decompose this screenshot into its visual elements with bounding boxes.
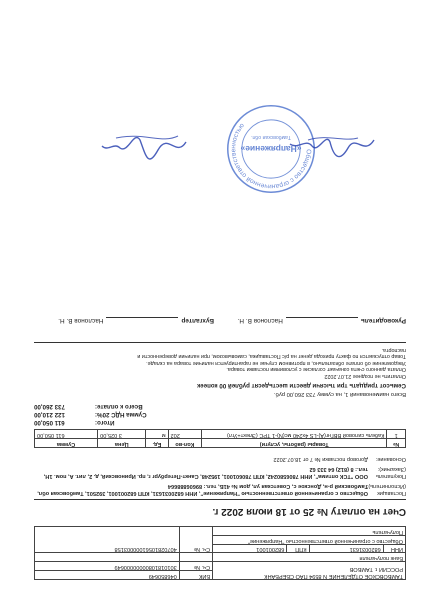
title-divider: [34, 499, 406, 500]
supplier-text-rest: 682001001, 392501, Тамбовская обл, Тамбовский р-н, Донское с, Советская ул, дом № 41Б, тел.: 89606888664: [37, 482, 368, 496]
items-header-row: [35, 438, 406, 447]
col-header-goods: Товары (работы, услуги): [201, 438, 387, 447]
bik-value: 046850649: [35, 571, 180, 580]
row-num: 1: [387, 429, 406, 438]
stamp-center-text: «Напряжение»: [240, 144, 302, 155]
row-qty: 202: [168, 429, 201, 438]
table-row: [35, 429, 406, 438]
condition-line: Оплата данного счета означает согласие с условиями поставки товара.: [226, 366, 406, 373]
recipient-name: Общество с ограниченной ответственностью "Напряжение": [213, 535, 406, 544]
director-name: Наслонов В. Н.: [237, 316, 283, 324]
condition-line: Уведомление об оплате обязательно, в противном случае не гарантируется наличие товара на складе.: [146, 359, 406, 366]
col-header-qty: Кол-во: [168, 438, 201, 447]
vat-value: 122 210,00: [34, 410, 65, 418]
bank-name-line1: ТАМБОВСКОЕ ОТДЕЛЕНИЕ N 8594 ПАО СБЕРБАНК: [264, 573, 403, 579]
accountant-handwritten-signature: [100, 130, 192, 160]
inn-value: 6820031631: [309, 544, 383, 552]
row-price: 3 025,00: [98, 429, 146, 438]
invoice-content: [34, 302, 406, 580]
buyer-block: [34, 465, 406, 479]
account-value: 40702810561000003158: [35, 526, 180, 552]
bank-details-table: [34, 552, 406, 580]
col-header-unit: Ед.: [146, 438, 168, 447]
amount-in-words: Семьсот тридцать три тысячи двести шестьдесят рублей 00 копеек: [197, 381, 406, 389]
item-count-summary: Всего наименований 1, на сумму 733 260,00 руб.: [273, 390, 406, 397]
invoice-title: Счет на оплату № 25 от 18 июля 2022 г.: [212, 505, 406, 517]
total-label: Итого:: [94, 418, 115, 426]
director-handwritten-signature: [286, 130, 378, 160]
bank-caption: Банк получателя: [213, 553, 406, 562]
payment-conditions: [34, 347, 406, 379]
totals-block: [34, 402, 154, 426]
stamp-outer-text: Общество с ограниченной ответственностью: [230, 122, 312, 190]
basis-text: Договор поставки № 7 от 18.07.2022: [273, 455, 368, 462]
col-header-num: №: [387, 438, 406, 447]
corr-account-value: 30101810800000000649: [35, 562, 180, 571]
recipient-details-table: [34, 526, 406, 553]
supplier-label-2: (Исполнитель):: [366, 482, 406, 489]
buyer-label: Покупатель: [375, 472, 406, 479]
total-pay-label: Всего к оплате:: [94, 402, 143, 410]
inn-label: ИНН: [383, 544, 405, 552]
director-role: Руководитель: [360, 316, 406, 324]
col-header-sum: Сумма: [35, 438, 98, 447]
supplier-block: [34, 482, 406, 496]
supplier-text-bold: Общество с ограниченной ответственностью "Напряжение", ИНН 6820031631, КПП: [138, 489, 368, 496]
row-unit: м: [146, 429, 168, 438]
supplier-label: Поставщик: [377, 489, 406, 496]
bank-name-cell: [213, 562, 406, 580]
stamp-city-text: Тамбовская обл.: [251, 133, 291, 140]
bik-label: БИК: [179, 571, 212, 580]
signatures-block: [34, 302, 406, 332]
recipient-caption: Получатель: [213, 526, 406, 535]
basis-block: [34, 455, 406, 462]
bank-name-line2: РОССИИ г. ТАМБОВ: [349, 566, 403, 572]
accountant-name: Наслонов В. Н.: [58, 316, 104, 324]
kpp-value: 682001001: [213, 544, 287, 552]
director-signature-row: [238, 317, 406, 326]
items-table: [34, 429, 406, 448]
director-signature-line: [286, 317, 358, 326]
accountant-role: Бухгалтер: [181, 316, 214, 324]
buyer-text-bold: ООО "ТСК оптима", ИНН 7806580242, КПП 780601001, 195248, Санкт-Петербург г, пр.: [137, 472, 368, 479]
vat-label: Сумма НДС 20%:: [94, 410, 147, 418]
total-value: 611 050,00: [34, 418, 65, 426]
basis-label: Основание:: [375, 455, 406, 462]
condition-line: Товар отпускается по факту прихода денег на р/с Поставщика, самовывозом, при наличии доверенности и: [137, 353, 406, 360]
kpp-label: КПП: [287, 544, 309, 552]
accountant-signature-line: [106, 317, 178, 326]
signatures-divider: [34, 342, 406, 343]
accountant-signature-row: [58, 317, 214, 326]
condition-line: паспорта.: [381, 346, 406, 353]
buyer-label-2: (Заказчик):: [377, 465, 406, 472]
corr-account-label: Сч. №: [179, 562, 212, 571]
row-sum: 611 050,00: [35, 429, 98, 438]
total-pay-value: 733 260,00: [34, 402, 65, 410]
condition-line: Оплатить не позднее 21.07.2022: [324, 372, 406, 379]
col-header-price: Цена: [98, 438, 146, 447]
row-goods: Кабель силовой ВВГнг(А)-LS 4х240 мс(N)-1 ТРС (Элект+Угл): [201, 429, 387, 438]
account-label: Сч. №: [179, 526, 212, 552]
buyer-text-rest: Ириновский, д. 2, лит. А, пом. 1Н, тел.: 8 (812) 64 333 62: [43, 465, 368, 479]
